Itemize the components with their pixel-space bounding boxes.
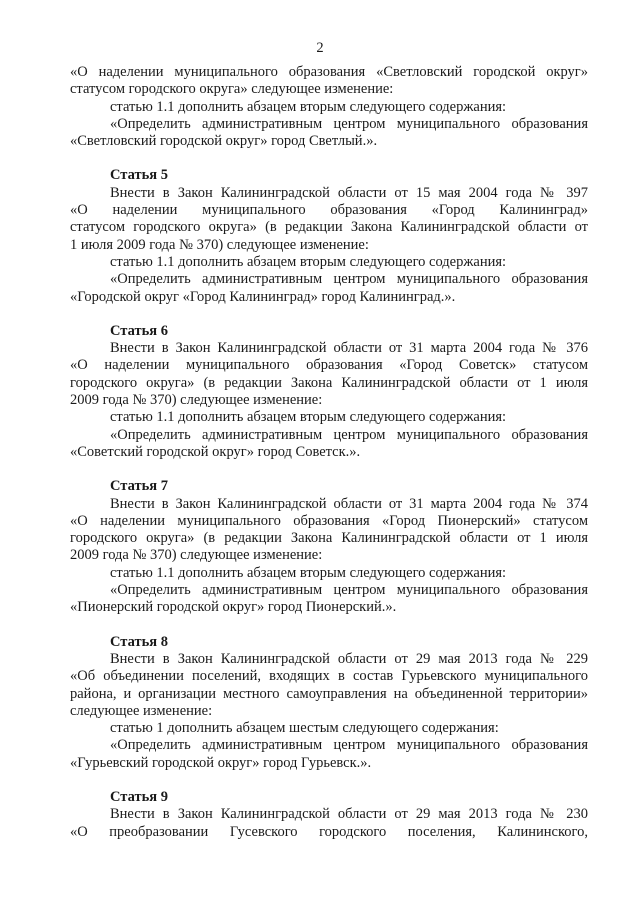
quote-line: «Гурьевский городской округ» город Гурьевск.».	[70, 754, 372, 771]
change-instruction: статью 1.1 дополнить абзацем вторым следующего содержания:	[110, 564, 507, 581]
text-line: Внести в Закон Калининградской области от 29 мая 2013 года № 230	[110, 806, 588, 823]
article-heading: Статья 6	[110, 322, 168, 339]
text-line: района, и организации местного самоуправления на объединенной территории»	[70, 685, 588, 702]
text-line: «Об объединении поселений, входящих в состав Гурьевского муниципального	[70, 668, 588, 685]
quote-line: «Светловский городской округ» город Светлый.».	[70, 133, 378, 150]
article-6	[70, 323, 588, 461]
text-line: статусом городского округа» следующее изменение:	[70, 81, 394, 98]
text-line: 2009 года № 370) следующее изменение:	[70, 392, 323, 409]
article-heading: Статья 9	[110, 788, 168, 805]
quote-line: «Определить административным центром муниципального образования	[110, 426, 588, 443]
text-line: «О наделении муниципального образования «Светловский городской округ»	[70, 64, 588, 80]
page-number: 2	[316, 40, 324, 56]
quote-line: «Определить административным центром муниципального образования	[110, 271, 588, 288]
text-line: статусом городского округа» (в редакции Закона Калининградской области от	[70, 219, 588, 236]
text-line: следующее изменение:	[70, 702, 213, 719]
change-instruction: статью 1.1 дополнить абзацем вторым следующего содержания:	[110, 98, 507, 115]
quote-line: «Пионерский городской округ» город Пионерский.».	[70, 599, 397, 616]
text-line: «О наделении муниципального образования «Город Калининград»	[70, 202, 588, 219]
text-line: Внести в Закон Калининградской области от 29 мая 2013 года № 229	[110, 650, 588, 667]
article-heading: Статья 5	[110, 167, 168, 184]
document-body	[70, 64, 588, 841]
quote-line: «Определить административным центром муниципального образования	[110, 582, 588, 599]
intro-section	[70, 64, 588, 150]
text-line: «О наделении муниципального образования «Город Пионерский» статусом	[70, 512, 588, 529]
text-line: «О преобразовании Гусевского городского поселения, Калининского,	[70, 823, 588, 840]
text-line: 1 июля 2009 года № 370) следующее изменение:	[70, 236, 369, 253]
quote-line: «Определить административным центром муниципального образования	[110, 115, 588, 132]
change-instruction: статью 1.1 дополнить абзацем вторым следующего содержания:	[110, 409, 507, 426]
article-9	[70, 789, 588, 841]
change-instruction: статью 1 дополнить абзацем шестым следующего содержания:	[110, 720, 499, 737]
text-line: городского округа» (в редакции Закона Калининградской области от 1 июля	[70, 530, 588, 547]
article-5	[70, 167, 588, 305]
article-heading: Статья 8	[110, 633, 168, 650]
article-7	[70, 478, 588, 616]
change-instruction: статью 1.1 дополнить абзацем вторым следующего содержания:	[110, 253, 507, 270]
article-8	[70, 634, 588, 772]
quote-line: «Определить административным центром муниципального образования	[110, 737, 588, 754]
article-heading: Статья 7	[110, 478, 168, 495]
text-line: «О наделении муниципального образования «Город Советск» статусом	[70, 357, 588, 374]
text-line: Внести в Закон Калининградской области от 15 мая 2004 года № 397	[110, 184, 588, 201]
text-line: Внести в Закон Калининградской области от 31 марта 2004 года № 376	[110, 340, 588, 357]
quote-line: «Советский городской округ» город Советск.».	[70, 443, 361, 460]
text-line: городского округа» (в редакции Закона Калининградской области от 1 июля	[70, 374, 588, 391]
quote-line: «Городской округ «Город Калининград» город Калининград.».	[70, 288, 456, 305]
text-line: 2009 года № 370) следующее изменение:	[70, 547, 323, 564]
text-line: Внести в Закон Калининградской области от 31 марта 2004 года № 374	[110, 495, 588, 512]
